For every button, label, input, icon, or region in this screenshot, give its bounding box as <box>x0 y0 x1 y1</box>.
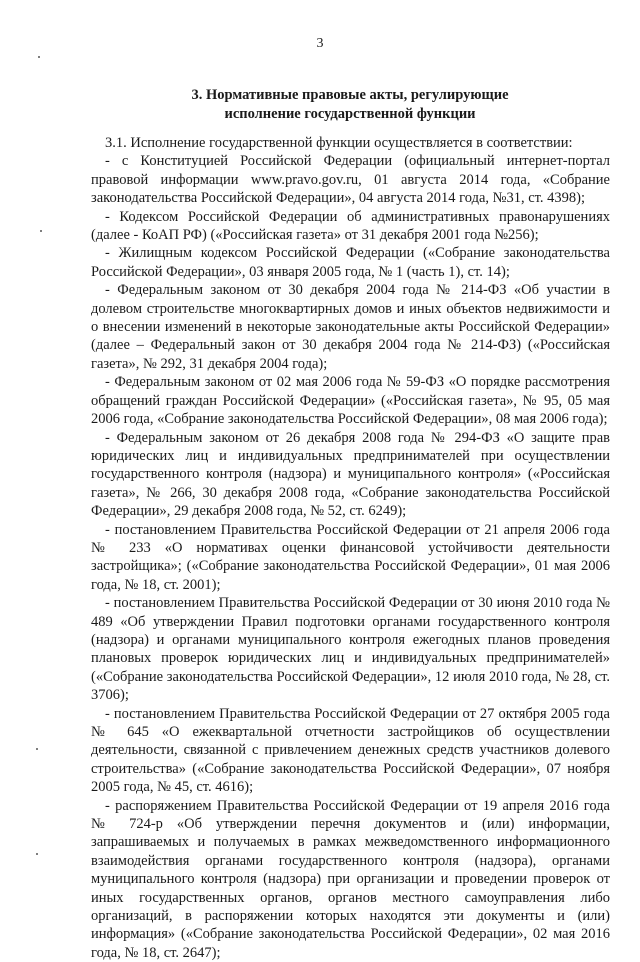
paragraph-housing-code: - Жилищным кодексом Российской Федерации («Собрание законодательства Российской Федерации», 03 января 2005 года, № 1 (часть 1), ст. 14); <box>91 245 610 280</box>
document-body <box>91 134 610 962</box>
scan-mark <box>40 230 42 232</box>
paragraph-order-724: - распоряжением Правительства Российской Федерации от 19 апреля 2016 года № 724-р «Об утверждении перечня документов и (или) информации, запрашиваемых и получаемых в рамках межведомственного информационного взаимодействия органами государственного контроля (надзора), органами муниципального контроля (надзора) при организации и проведении проверок от иных государственных органов, органов местного самоуправления либо организаций, в распоряжении которых находятся эти документы и (или) информация» («Собрание законодательства Российской Федерации», 02 мая 2016 года, № 18, ст. 2647); <box>91 797 610 961</box>
paragraph-law-59: - Федеральным законом от 02 мая 2006 года № 59-ФЗ «О порядке рассмотрения обращений граждан Российской Федерации» («Российская газета», № 95, 05 мая 2006 года, «Собрание законодательства Российской Федерации», 08 мая 2006 года); <box>91 374 610 428</box>
paragraph-law-214: - Федеральным законом от 30 декабря 2004 года № 214-ФЗ «Об участии в долевом строительстве многоквартирных домов и иных объектов недвижимости и о внесении изменений в некоторые законодательные акты Российской Федерации» (далее – Федеральный закон от 30 декабря 2004 года № 214-ФЗ) («Российская газета», № 292, 31 декабря 2004 года); <box>91 282 610 372</box>
scan-mark <box>36 853 38 855</box>
section-title-line-2: исполнение государственной функции <box>224 106 476 122</box>
paragraph-resolution-489: - постановлением Правительства Российской Федерации от 30 июня 2010 года № 489 «Об утверждении Правил подготовки органами государственного контроля (надзора) и органами муниципального контроля ежегодных планов проведения плановых проверок юридических лиц и индивидуальных предпринимателей» («Собрание законодательства Российской Федерации», 12 июля 2010 года, № 28, ст. 3706); <box>91 595 610 704</box>
paragraph-resolution-645: - постановлением Правительства Российской Федерации от 27 октября 2005 года № 645 «О ежеквартальной отчетности застройщиков об осуществлении деятельности, связанной с привлечением денежных средств участников долевого строительства» («Собрание законодательства Российской Федерации», 07 ноября 2005 года, № 45, ст. 4616); <box>91 705 610 796</box>
paragraph-koap: - Кодексом Российской Федерации об административных правонарушениях (далее - КоАП РФ) («Российская газета» от 31 декабря 2001 года №256); <box>91 208 610 244</box>
paragraph-constitution: - с Конституцией Российской Федерации (официальный интернет-портал правовой информации www.pravo.gov.ru, 01 августа 2014 года, «Собрание законодательства Российской Федерации», 04 августа 2014 года, №31, ст. 4398); <box>91 153 610 207</box>
scan-mark <box>36 748 38 750</box>
paragraph-resolution-233: - постановлением Правительства Российской Федерации от 21 апреля 2006 года № 233 «О нормативах оценки финансовой устойчивости деятельности застройщика»; («Собрание законодательства Российской Федерации», 01 мая 2006 года, № 18, ст. 2001); <box>91 521 610 593</box>
section-title-line-1: 3. Нормативные правовые акты, регулирующие <box>191 87 509 103</box>
paragraph-law-294: - Федеральным законом от 26 декабря 2008 года № 294-ФЗ «О защите прав юридических лиц и индивидуальных предпринимателей при осуществлении государственного контроля (надзора) и муниципального контроля» («Российская газета», № 266, 30 декабря 2008 года, «Собрание законодательства Российской Федерации», 29 декабря 2008 года, № 52, ст. 6249); <box>91 429 610 520</box>
scan-mark <box>38 56 40 58</box>
section-title <box>90 86 610 124</box>
page-number: 3 <box>316 36 324 51</box>
paragraph-intro: 3.1. Исполнение государственной функции осуществляется в соответствии: <box>105 135 573 151</box>
